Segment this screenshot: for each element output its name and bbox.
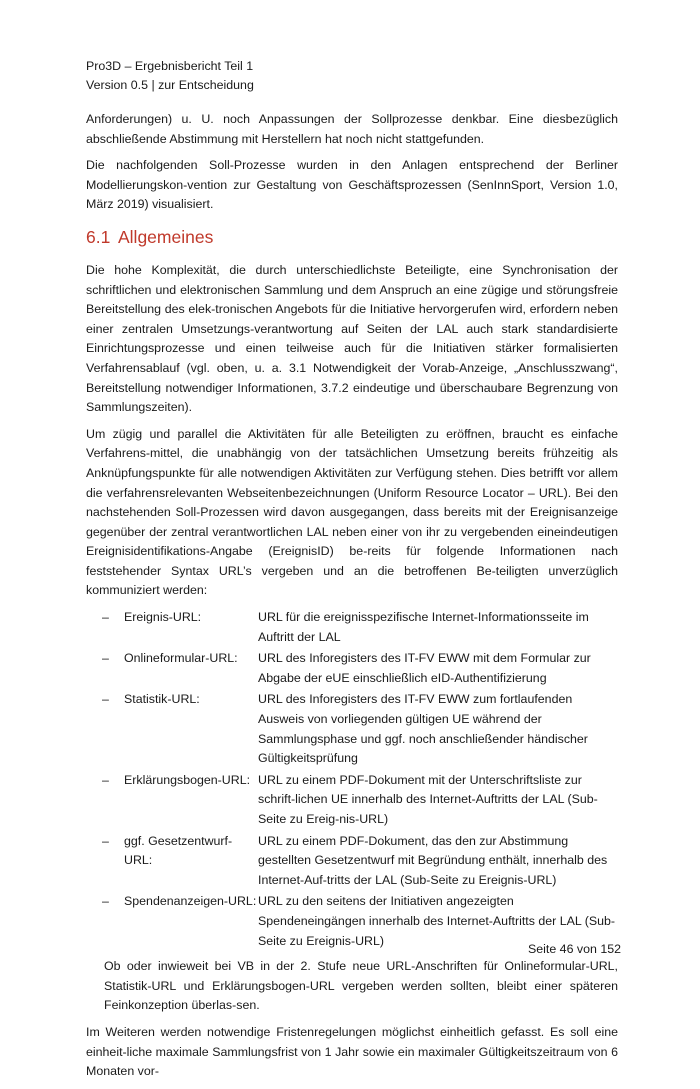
header-title: Pro3D – Ergebnisbericht Teil 1 bbox=[86, 59, 254, 73]
list-dash: – bbox=[102, 833, 109, 848]
list-dash: – bbox=[102, 772, 109, 787]
definition-description: URL zu einem PDF-Dokument mit der Unterschriftsliste zur schrift-lichen UE innerhalb des Internet-Auftritts der LAL (Sub-Seite zu Ereig-nis-URL) bbox=[258, 772, 598, 826]
definition-term: Ereignis-URL: bbox=[124, 610, 202, 625]
definition-description: URL zu einem PDF-Dokument, das den zur Abstimmung gestellten Gesetzentwurf mit Begründung enthält, innerhalb des Internet-Auf-tritts der LAL (Sub-Seite zu Ereignis-URL) bbox=[258, 833, 608, 887]
body-paragraph-1: Die hohe Komplexität, die durch unterschiedlichste Beteiligte, eine Synchronisation der schriftlichen und elektronischen Sammlung und dem Anspruch an eine zügige und störungsfreie Bereitstellung des elek-tronischen Angebots für die Initiative hervorgerufen wird, erfordern neben einer zentralen Umsetzungs-verantwortung auf Seiten der LAL auch stark standardisierte Einrichtungsprozesse und einen teilweise auch für die Initiativen stärker formalisierten Verfahrensablauf (vgl. oben, u. a. 3.1 Notwendigkeit der Vorab-Anzeige, „Anschlusszwang“, Bereitstellung notwendiger Informationen, 3.7.2 eindeutige und überschaubare Begrenzung von Sammlungszeiten). bbox=[86, 262, 618, 415]
definition-term: Onlineformular-URL: bbox=[124, 651, 238, 666]
definition-term: Erklärungsbogen-URL: bbox=[124, 772, 251, 787]
section-number: 6.1 bbox=[86, 226, 111, 247]
page-header bbox=[86, 57, 254, 95]
indented-note-paragraph: Ob oder inwieweit bei VB in der 2. Stufe neue URL-Anschriften für Onlineformular-URL, Statistik-URL und Erklärungsbogen-URL vergeben werden sollten, bleibt einer späteren Feinkonzeption überlas-sen. bbox=[104, 959, 618, 1013]
definition-item-gesetzentwurf-url bbox=[86, 832, 618, 891]
section-title: Allgemeines bbox=[118, 226, 214, 247]
list-dash: – bbox=[102, 692, 109, 707]
list-dash: – bbox=[102, 651, 109, 666]
definition-item-ereignis-url bbox=[86, 608, 618, 647]
definition-item-statistik-url bbox=[86, 690, 618, 768]
page-number: Seite 46 von 152 bbox=[528, 942, 622, 956]
definition-term: Statistik-URL: bbox=[124, 692, 200, 707]
definition-term: Spendenanzeigen-URL: bbox=[124, 894, 257, 909]
definition-term: ggf. Gesetzentwurf-URL: bbox=[124, 833, 233, 868]
final-paragraph: Im Weiteren werden notwendige Fristenregelungen möglichst einheitlich gefasst. Es soll eine einheit-liche maximale Sammlungsfrist von 1 Jahr sowie ein maximaler Gültigkeitszeitraum von 6 Monaten vor- bbox=[86, 1024, 618, 1079]
header-version: Version 0.5 | zur Entscheidung bbox=[86, 78, 254, 92]
intro-paragraph-2: Die nachfolgenden Soll-Prozesse wurden in den Anlagen entsprechend der Berliner Modellierungskon-vention zur Gestaltung von Geschäftsprozessen (SenInnSport, Version 1.0, März 2019) visualisiert. bbox=[86, 158, 618, 212]
definition-item-erklaerungsbogen-url bbox=[86, 771, 618, 830]
definition-description: URL des Inforegisters des IT-FV EWW zum fortlaufenden Ausweis von vorliegenden gültigen UE während der Sammlungsphase und ggf. noch anschließender händischer Gültigkeitsprüfung bbox=[258, 692, 588, 766]
section-heading bbox=[86, 225, 618, 249]
definition-item-onlineformular-url bbox=[86, 649, 618, 688]
definition-description: URL zu den seitens der Initiativen angezeigten Spendeneingängen innerhalb des Internet-Auftritts der LAL (Sub-Seite zu Ereignis-URL) bbox=[258, 894, 616, 948]
list-dash: – bbox=[102, 610, 109, 625]
list-dash: – bbox=[102, 894, 109, 909]
definition-description: URL des Inforegisters des IT-FV EWW mit dem Formular zur Abgabe der eUE einschließlich eID-Authentifizierung bbox=[258, 651, 591, 685]
intro-paragraph-1: Anforderungen) u. U. noch Anpassungen der Sollprozesse denkbar. Eine diesbezüglich abschließende Abstimmung mit Herstellern hat noch nicht stattgefunden. bbox=[86, 112, 618, 146]
definition-description: URL für die ereignisspezifische Internet-Informationsseite im Auftritt der LAL bbox=[258, 610, 589, 644]
body-paragraph-2: Um zügig und parallel die Aktivitäten für alle Beteiligten zu eröffnen, braucht es einfache Verfahrens-mittel, die unabhängig von der tatsächlichen Umsetzung bereits frühzeitig als Anknüpfungspunkte für alle notwendigen Aktivitäten zur Verfügung stehen. Dies betrifft vor allem die verfahrensrelevanten Webseitenbezeichnungen (Uniform Resource Locator – URL). Bei den nachstehenden Soll-Prozessen wird davon ausgegangen, dass bereits mit der Ereignisanzeige gegenüber der zentral verantwortlichen LAL neben einer von ihr zu vergebenden eineindeutigen Ereignisidentifikations-Angabe (EreignisID) be-reits für folgende Informationen nach feststehender Syntax URL’s vergeben und an die betroffenen Be-teiligten unverzüglich kommuniziert werden: bbox=[86, 426, 618, 598]
url-definition-list bbox=[86, 608, 618, 951]
